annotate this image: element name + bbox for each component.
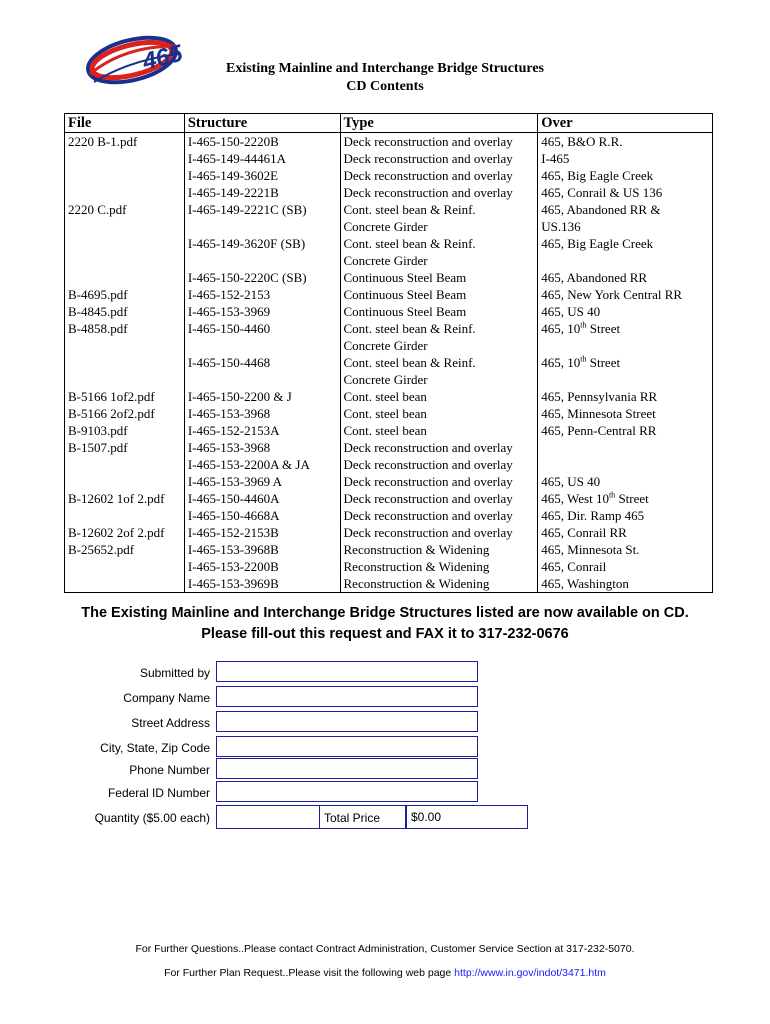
over-cell: US.136	[538, 218, 713, 235]
table-row	[65, 303, 713, 320]
file-cell: B-25652.pdf	[65, 541, 185, 558]
phone-number-label: Phone Number	[129, 763, 210, 777]
structure-cell: I-465-153-3969B	[184, 575, 340, 593]
file-cell	[65, 575, 185, 593]
type-cell: Reconstruction & Widening	[340, 541, 538, 558]
phone-number-field[interactable]	[216, 758, 478, 779]
structure-cell: I-465-152-2153A	[184, 422, 340, 439]
table-row	[65, 252, 713, 269]
over-cell	[538, 456, 713, 473]
type-cell: Concrete Girder	[340, 337, 538, 354]
structure-cell: I-465-153-3968B	[184, 541, 340, 558]
structure-cell: I-465-152-2153B	[184, 524, 340, 541]
file-cell: 2220 C.pdf	[65, 201, 185, 218]
file-cell	[65, 354, 185, 371]
structure-cell: I-465-149-3620F (SB)	[184, 235, 340, 252]
indot-link[interactable]: http://www.in.gov/indot/3471.htm	[454, 967, 606, 979]
structure-cell	[184, 218, 340, 235]
type-cell: Concrete Girder	[340, 218, 538, 235]
table-row	[65, 490, 713, 507]
plan-request-footer	[0, 966, 770, 980]
type-cell: Cont. steel bean & Reinf.	[340, 354, 538, 371]
over-cell: 465, Big Eagle Creek	[538, 167, 713, 184]
type-cell: Deck reconstruction and overlay	[340, 456, 538, 473]
type-cell: Continuous Steel Beam	[340, 303, 538, 320]
type-cell: Deck reconstruction and overlay	[340, 439, 538, 456]
over-cell: 465, Abandoned RR	[538, 269, 713, 286]
structure-cell: I-465-149-44461A	[184, 150, 340, 167]
over-cell: 465, 10th Street	[538, 354, 713, 371]
table-row	[65, 439, 713, 456]
type-cell: Deck reconstruction and overlay	[340, 150, 538, 167]
file-cell	[65, 507, 185, 524]
over-cell: 465, US 40	[538, 473, 713, 490]
file-cell: B-9103.pdf	[65, 422, 185, 439]
over-cell: I-465	[538, 150, 713, 167]
structure-cell: I-465-153-3969	[184, 303, 340, 320]
street-address-label: Street Address	[131, 716, 210, 730]
city-state-zip-field[interactable]	[216, 736, 478, 757]
column-header-structure: Structure	[184, 114, 340, 133]
page-subtitle: CD Contents	[346, 79, 424, 94]
fax-instruction: Please fill-out this request and FAX it to 317-232-0676	[201, 626, 569, 642]
table-row	[65, 507, 713, 524]
file-cell: B-12602 1of 2.pdf	[65, 490, 185, 507]
table-row	[65, 337, 713, 354]
table-row	[65, 167, 713, 184]
type-cell: Cont. steel bean & Reinf.	[340, 201, 538, 218]
structure-cell: I-465-153-2200A & JA	[184, 456, 340, 473]
structure-cell: I-465-150-4460	[184, 320, 340, 337]
federal-id-field[interactable]	[216, 781, 478, 802]
file-cell	[65, 252, 185, 269]
structure-cell: I-465-149-2221B	[184, 184, 340, 201]
file-cell	[65, 235, 185, 252]
over-cell: 465, Pennsylvania RR	[538, 388, 713, 405]
page-title: Existing Mainline and Interchange Bridge Structures	[225, 61, 544, 76]
over-cell: 465, West 10th Street	[538, 490, 713, 507]
structure-cell: I-465-153-2200B	[184, 558, 340, 575]
type-cell: Deck reconstruction and overlay	[340, 473, 538, 490]
company-name-label: Company Name	[123, 691, 210, 705]
table-header-row	[65, 114, 713, 133]
table-row	[65, 422, 713, 439]
file-cell	[65, 337, 185, 354]
structure-cell: I-465-153-3968	[184, 439, 340, 456]
structure-cell	[184, 252, 340, 269]
type-cell: Continuous Steel Beam	[340, 269, 538, 286]
structure-cell: I-465-150-2220C (SB)	[184, 269, 340, 286]
over-cell: 465, Washington	[538, 575, 713, 593]
file-cell	[65, 456, 185, 473]
file-cell: B-5166 2of2.pdf	[65, 405, 185, 422]
over-cell: 465, Minnesota Street	[538, 405, 713, 422]
structure-cell: I-465-153-3969 A	[184, 473, 340, 490]
table-row	[65, 524, 713, 541]
table-row	[65, 354, 713, 371]
over-cell	[538, 337, 713, 354]
over-cell: 465, Conrail	[538, 558, 713, 575]
file-cell: B-4695.pdf	[65, 286, 185, 303]
file-cell: B-4858.pdf	[65, 320, 185, 337]
type-cell: Cont. steel bean & Reinf.	[340, 320, 538, 337]
file-cell	[65, 150, 185, 167]
structure-cell: I-465-149-3602E	[184, 167, 340, 184]
table-row	[65, 575, 713, 593]
table-row	[65, 150, 713, 167]
federal-id-label: Federal ID Number	[107, 786, 210, 800]
table-row	[65, 456, 713, 473]
structure-cell: I-465-149-2221C (SB)	[184, 201, 340, 218]
file-cell	[65, 218, 185, 235]
plan-request-text: For Further Plan Request..Please visit the following web page	[164, 967, 455, 979]
structure-cell: I-465-150-4460A	[184, 490, 340, 507]
over-cell	[538, 252, 713, 269]
over-cell	[538, 439, 713, 456]
table-row	[65, 286, 713, 303]
type-cell: Cont. steel bean	[340, 388, 538, 405]
over-cell: 465, Conrail & US 136	[538, 184, 713, 201]
file-cell	[65, 184, 185, 201]
over-cell: 465, Big Eagle Creek	[538, 235, 713, 252]
table-row	[65, 184, 713, 201]
file-cell: B-12602 2of 2.pdf	[65, 524, 185, 541]
file-cell	[65, 558, 185, 575]
structure-cell	[184, 371, 340, 388]
type-cell: Continuous Steel Beam	[340, 286, 538, 303]
company-name-field[interactable]	[216, 686, 478, 707]
column-header-file: File	[65, 114, 185, 133]
type-cell: Cont. steel bean	[340, 405, 538, 422]
table-row	[65, 371, 713, 388]
structure-cell: I-465-150-4468	[184, 354, 340, 371]
over-cell: 465, Abandoned RR &	[538, 201, 713, 218]
file-cell: B-1507.pdf	[65, 439, 185, 456]
availability-notice: The Existing Mainline and Interchange Bridge Structures listed are now available on CD.	[81, 605, 689, 621]
type-cell: Deck reconstruction and overlay	[340, 167, 538, 184]
over-cell: 465, Penn-Central RR	[538, 422, 713, 439]
table-row	[65, 558, 713, 575]
type-cell: Cont. steel bean	[340, 422, 538, 439]
column-header-type: Type	[340, 114, 538, 133]
type-cell: Deck reconstruction and overlay	[340, 490, 538, 507]
quantity-label: Quantity ($5.00 each)	[94, 811, 210, 825]
over-cell	[538, 371, 713, 388]
file-cell	[65, 371, 185, 388]
file-cell	[65, 269, 185, 286]
over-cell: 465, B&O R.R.	[538, 133, 713, 151]
file-cell: B-5166 1of2.pdf	[65, 388, 185, 405]
street-address-field[interactable]	[216, 711, 478, 732]
table-row	[65, 269, 713, 286]
type-cell: Deck reconstruction and overlay	[340, 133, 538, 151]
table-row	[65, 388, 713, 405]
over-cell: 465, Conrail RR	[538, 524, 713, 541]
type-cell: Reconstruction & Widening	[340, 575, 538, 593]
table-body	[65, 133, 713, 593]
structure-cell: I-465-150-4668A	[184, 507, 340, 524]
table-row	[65, 218, 713, 235]
structure-cell	[184, 337, 340, 354]
file-cell	[65, 473, 185, 490]
type-cell: Deck reconstruction and overlay	[340, 507, 538, 524]
type-cell: Cont. steel bean & Reinf.	[340, 235, 538, 252]
total-price-field[interactable]: $0.00	[406, 805, 528, 829]
structure-cell: I-465-153-3968	[184, 405, 340, 422]
structure-cell: I-465-152-2153	[184, 286, 340, 303]
file-cell: 2220 B-1.pdf	[65, 133, 185, 151]
quantity-field[interactable]	[216, 805, 320, 829]
type-cell: Deck reconstruction and overlay	[340, 524, 538, 541]
table-row	[65, 541, 713, 558]
column-header-over: Over	[538, 114, 713, 133]
over-cell: 465, 10th Street	[538, 320, 713, 337]
total-price-label: Total Price	[320, 805, 406, 829]
type-cell: Concrete Girder	[340, 252, 538, 269]
structure-cell: I-465-150-2220B	[184, 133, 340, 151]
bridge-structures-table	[64, 113, 713, 593]
svg-text:465: 465	[139, 39, 186, 76]
table-row	[65, 320, 713, 337]
over-cell: 465, New York Central RR	[538, 286, 713, 303]
structure-cell: I-465-150-2200 & J	[184, 388, 340, 405]
table-row	[65, 201, 713, 218]
over-cell: 465, Minnesota St.	[538, 541, 713, 558]
contact-footer: For Further Questions..Please contact Contract Administration, Customer Service Section at 317-232-5070.	[135, 943, 635, 955]
type-cell: Deck reconstruction and overlay	[340, 184, 538, 201]
over-cell: 465, Dir. Ramp 465	[538, 507, 713, 524]
city-state-zip-label: City, State, Zip Code	[100, 741, 210, 755]
file-cell	[65, 167, 185, 184]
table-row	[65, 405, 713, 422]
type-cell: Concrete Girder	[340, 371, 538, 388]
file-cell: B-4845.pdf	[65, 303, 185, 320]
table-row	[65, 235, 713, 252]
table-row	[65, 133, 713, 151]
type-cell: Reconstruction & Widening	[340, 558, 538, 575]
table-row	[65, 473, 713, 490]
submitted-by-label: Submitted by	[139, 666, 210, 680]
submitted-by-field[interactable]	[216, 661, 478, 682]
over-cell: 465, US 40	[538, 303, 713, 320]
